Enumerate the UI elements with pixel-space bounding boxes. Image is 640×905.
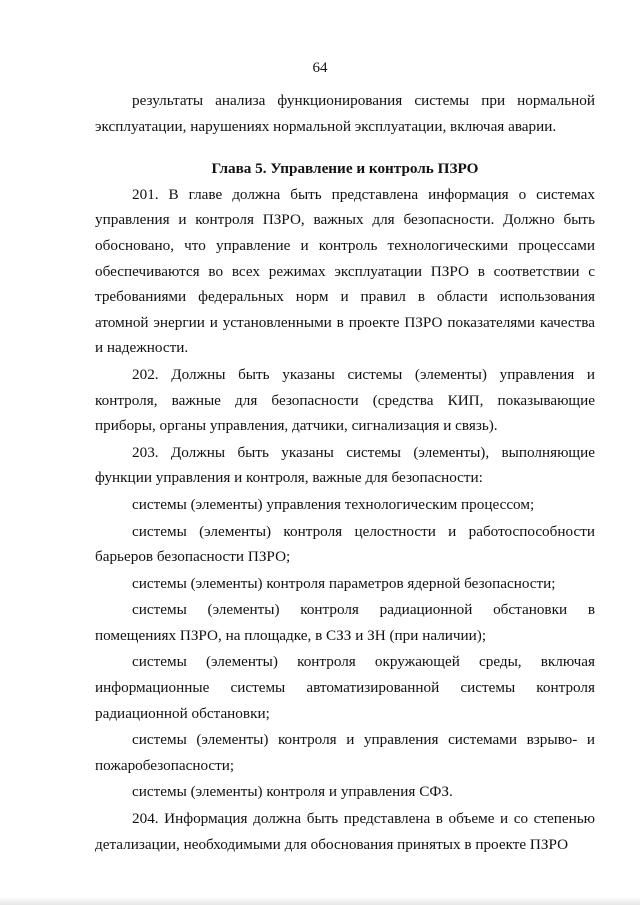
paragraph-204: 204. Информация должна быть представлена в объеме и со степенью детализации, необходимыми для обоснования принятых в проекте ПЗРО	[95, 810, 595, 853]
list-item-4: системы (элементы) контроля радиационной обстановки в помещениях ПЗРО, на площадке, в СЗЗ и ЗН (при наличии);	[95, 601, 595, 644]
document-body	[95, 88, 595, 857]
list-item-3: системы (элементы) контроля параметров ядерной безопасности;	[132, 574, 556, 592]
scan-bottom-edge	[0, 897, 640, 905]
list-item-5: системы (элементы) контроля окружающей среды, включая информационные системы автоматизированной системы контроля радиационной обстановки;	[95, 653, 595, 722]
list-item-1: системы (элементы) управления технологическим процессом;	[132, 495, 535, 513]
paragraph-202: 202. Должны быть указаны системы (элементы) управления и контроля, важные для безопасности (средства КИП, показывающие приборы, органы управления, датчики, сигнализация и связь).	[95, 365, 595, 435]
page-number: 64	[312, 60, 328, 76]
paragraph-continuation: результаты анализа функционирования системы при нормальной эксплуатации, нарушениях нормальной эксплуатации, включая аварии.	[95, 92, 595, 135]
list-item-7: системы (элементы) контроля и управления СФЗ.	[132, 783, 453, 801]
list-item-2: системы (элементы) контроля целостности и работоспособности барьеров безопасности ПЗРО;	[95, 522, 595, 566]
paragraph-203: 203. Должны быть указаны системы (элементы), выполняющие функции управления и контроля, важные для безопасности:	[95, 443, 595, 487]
list-item-6: системы (элементы) контроля и управления системами взрыво- и пожаробезопасности;	[95, 731, 595, 774]
paragraph-201: 201. В главе должна быть представлена информация о системах управления и контроля ПЗРО, важных для безопасности. Должно быть обосновано, что управление и контроль технологическими процессами обеспечиваются во всех режимах эксплуатации ПЗРО в соответствии с требованиями федеральных норм и правил в области использования атомной энергии и установленными в проекте ПЗРО показателями качества и надежности.	[95, 185, 595, 357]
chapter-heading: Глава 5. Управление и контроль ПЗРО	[211, 160, 479, 178]
